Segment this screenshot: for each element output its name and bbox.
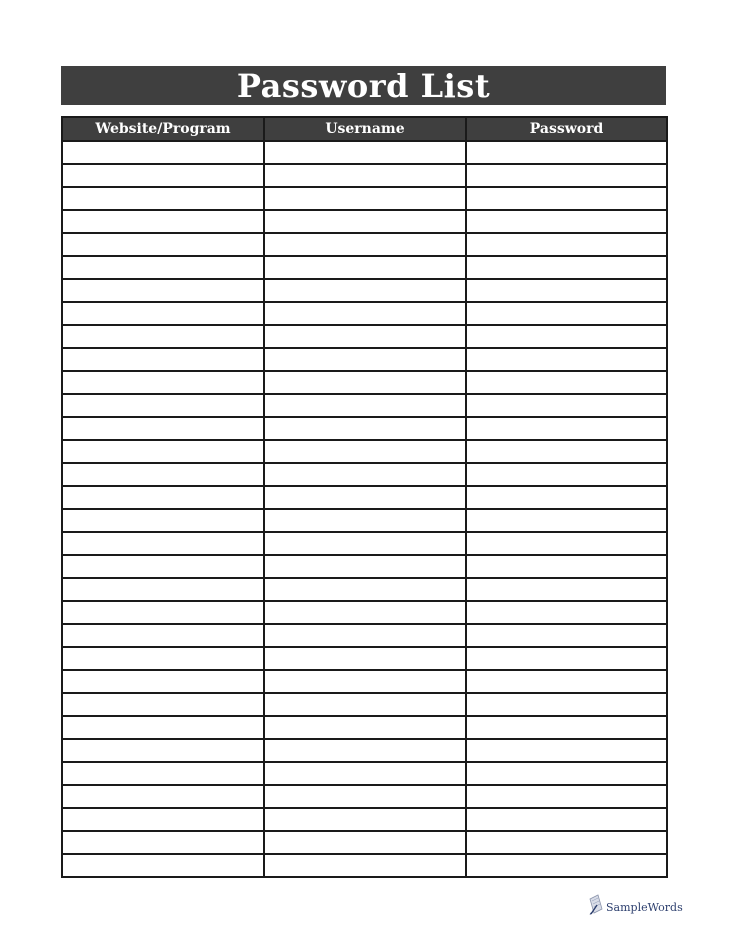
table-cell-website xyxy=(62,371,264,394)
table-cell-website xyxy=(62,555,264,578)
table-row xyxy=(62,187,667,210)
table-row xyxy=(62,486,667,509)
table-row xyxy=(62,624,667,647)
table-cell-password xyxy=(466,532,667,555)
table-cell-password xyxy=(466,463,667,486)
table-cell-website xyxy=(62,187,264,210)
table-row xyxy=(62,233,667,256)
table-row xyxy=(62,739,667,762)
table-row xyxy=(62,808,667,831)
table-cell-password xyxy=(466,141,667,164)
table-cell-username xyxy=(264,164,466,187)
table-cell-website xyxy=(62,647,264,670)
table-cell-username xyxy=(264,371,466,394)
table-cell-username xyxy=(264,486,466,509)
table-cell-password xyxy=(466,808,667,831)
table-row xyxy=(62,256,667,279)
table-row xyxy=(62,371,667,394)
table-cell-website xyxy=(62,417,264,440)
table-cell-password xyxy=(466,693,667,716)
table-cell-username xyxy=(264,325,466,348)
table-row xyxy=(62,440,667,463)
table-cell-password xyxy=(466,739,667,762)
table-cell-username xyxy=(264,279,466,302)
table-cell-username xyxy=(264,601,466,624)
table-cell-username xyxy=(264,440,466,463)
table-cell-website xyxy=(62,463,264,486)
table-cell-website xyxy=(62,693,264,716)
table-cell-website xyxy=(62,762,264,785)
table-cell-website xyxy=(62,210,264,233)
table-cell-website xyxy=(62,302,264,325)
table-row xyxy=(62,601,667,624)
table-cell-website xyxy=(62,808,264,831)
table-row xyxy=(62,141,667,164)
table-cell-website xyxy=(62,624,264,647)
table-cell-username xyxy=(264,624,466,647)
table-cell-website xyxy=(62,578,264,601)
table-row xyxy=(62,394,667,417)
table-cell-password xyxy=(466,394,667,417)
table-row xyxy=(62,785,667,808)
table-cell-username xyxy=(264,739,466,762)
column-header-password: Password xyxy=(466,117,667,141)
table-cell-website xyxy=(62,854,264,877)
table-cell-password xyxy=(466,486,667,509)
table-cell-password xyxy=(466,555,667,578)
table-row xyxy=(62,647,667,670)
table-cell-username xyxy=(264,233,466,256)
table-cell-username xyxy=(264,187,466,210)
table-cell-website xyxy=(62,279,264,302)
table-cell-username xyxy=(264,578,466,601)
table-row xyxy=(62,762,667,785)
table-row xyxy=(62,555,667,578)
table-cell-username xyxy=(264,210,466,233)
table-cell-website xyxy=(62,256,264,279)
table-row xyxy=(62,670,667,693)
table-cell-website xyxy=(62,394,264,417)
table-cell-website xyxy=(62,141,264,164)
table-cell-password xyxy=(466,164,667,187)
password-table xyxy=(61,116,668,878)
table-cell-username xyxy=(264,647,466,670)
table-cell-username xyxy=(264,532,466,555)
table-cell-password xyxy=(466,233,667,256)
table-cell-username xyxy=(264,555,466,578)
table-cell-password xyxy=(466,854,667,877)
table-row xyxy=(62,854,667,877)
table-cell-website xyxy=(62,532,264,555)
table-cell-username xyxy=(264,693,466,716)
table-cell-password xyxy=(466,187,667,210)
table-cell-website xyxy=(62,670,264,693)
table-cell-website xyxy=(62,739,264,762)
table-cell-website xyxy=(62,785,264,808)
table-cell-password xyxy=(466,785,667,808)
table-cell-website xyxy=(62,831,264,854)
table-cell-website xyxy=(62,325,264,348)
table-row xyxy=(62,302,667,325)
table-cell-password xyxy=(466,371,667,394)
table-cell-username xyxy=(264,394,466,417)
table-cell-password xyxy=(466,578,667,601)
table-row xyxy=(62,164,667,187)
table-cell-password xyxy=(466,716,667,739)
table-cell-username xyxy=(264,509,466,532)
table-cell-password xyxy=(466,279,667,302)
table-cell-password xyxy=(466,670,667,693)
table-cell-website xyxy=(62,233,264,256)
table-cell-website xyxy=(62,486,264,509)
table-cell-username xyxy=(264,417,466,440)
table-row xyxy=(62,578,667,601)
brand-name: SampleWords xyxy=(606,901,683,914)
table-row xyxy=(62,716,667,739)
table-cell-username xyxy=(264,831,466,854)
table-cell-website xyxy=(62,440,264,463)
title-banner xyxy=(61,66,666,105)
document-pen-icon xyxy=(588,893,604,915)
table-body xyxy=(62,141,667,877)
table-cell-username xyxy=(264,256,466,279)
page-title: Password List xyxy=(236,66,491,105)
table-row xyxy=(62,693,667,716)
table-cell-username xyxy=(264,762,466,785)
table-row xyxy=(62,210,667,233)
table-cell-username xyxy=(264,716,466,739)
table-cell-username xyxy=(264,854,466,877)
table-cell-website xyxy=(62,164,264,187)
table-row xyxy=(62,831,667,854)
table-cell-password xyxy=(466,417,667,440)
table-cell-website xyxy=(62,601,264,624)
table-cell-username xyxy=(264,808,466,831)
table-row xyxy=(62,532,667,555)
table-cell-website xyxy=(62,716,264,739)
table-cell-username xyxy=(264,302,466,325)
table-cell-username xyxy=(264,348,466,371)
table-cell-password xyxy=(466,256,667,279)
table-cell-password xyxy=(466,831,667,854)
table-row xyxy=(62,348,667,371)
table-row xyxy=(62,463,667,486)
table-cell-password xyxy=(466,348,667,371)
table-cell-password xyxy=(466,647,667,670)
table-cell-password xyxy=(466,762,667,785)
table-header-row xyxy=(62,117,667,141)
table-cell-password xyxy=(466,302,667,325)
table-cell-password xyxy=(466,624,667,647)
brand-footer xyxy=(588,893,683,915)
table-cell-username xyxy=(264,785,466,808)
table-cell-website xyxy=(62,348,264,371)
table-cell-website xyxy=(62,509,264,532)
table-cell-username xyxy=(264,670,466,693)
table-cell-password xyxy=(466,440,667,463)
column-header-username: Username xyxy=(264,117,466,141)
table-row xyxy=(62,325,667,348)
column-header-website: Website/Program xyxy=(62,117,264,141)
table-row xyxy=(62,279,667,302)
table-cell-username xyxy=(264,463,466,486)
table-row xyxy=(62,417,667,440)
table-cell-password xyxy=(466,325,667,348)
table-cell-password xyxy=(466,210,667,233)
table-cell-password xyxy=(466,509,667,532)
table-cell-username xyxy=(264,141,466,164)
table-row xyxy=(62,509,667,532)
table-cell-password xyxy=(466,601,667,624)
